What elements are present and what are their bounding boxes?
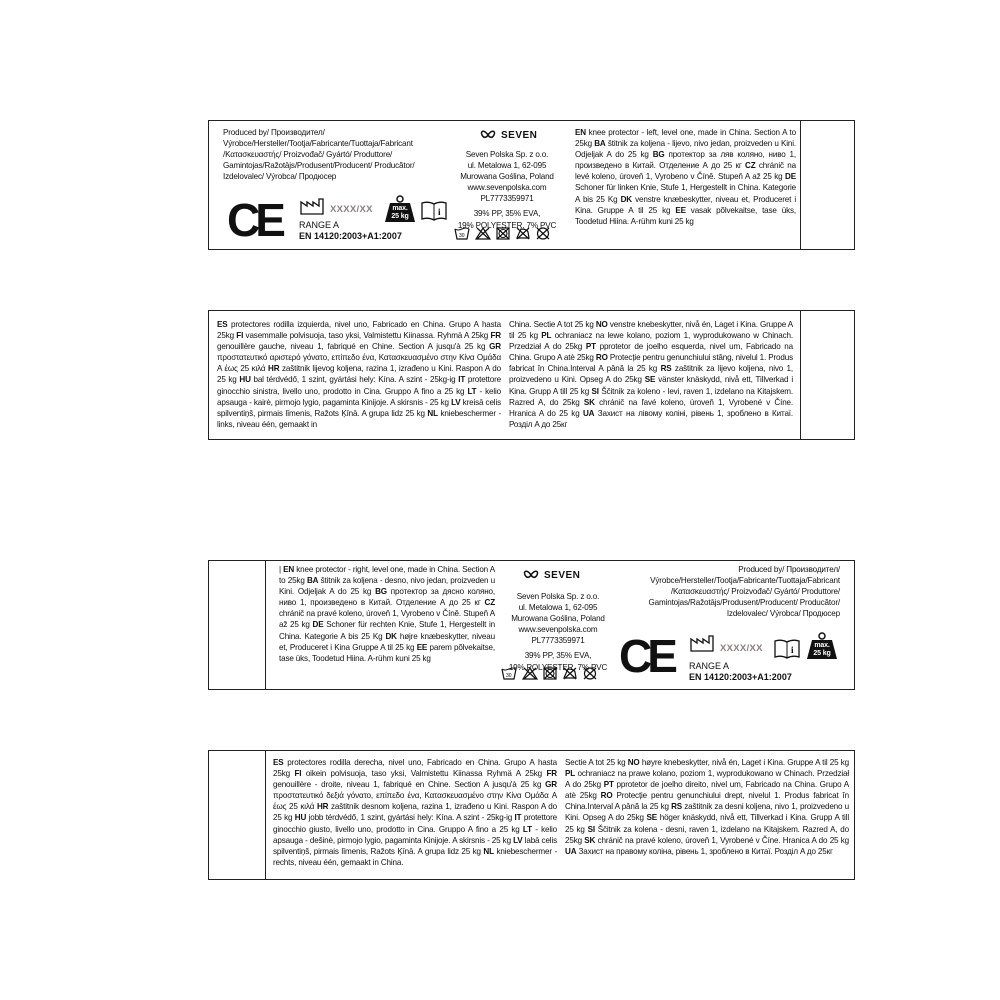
max-value: 25 kg — [391, 213, 409, 220]
composition-line: 39% PP, 35% EVA, — [473, 209, 541, 219]
seven-logo-icon — [479, 128, 497, 142]
composition-line: 19% POLYESTER, 7% PVC — [457, 220, 557, 230]
manufacturer-line: Gamintojas/Ražotājs/Produsent/Producent/ Producător/ — [648, 598, 840, 608]
manufacturer-block — [223, 127, 463, 182]
factory-date-icon — [689, 635, 717, 658]
care-icons — [501, 667, 597, 680]
no-tumble-dry-icon — [543, 667, 557, 680]
no-bleach-icon — [475, 227, 491, 240]
date-code: XXXX/XX — [720, 643, 763, 654]
en-language-text: EN knee protector - left, level one, made in China. Section A to 25kg BA štitnik za koljena - lijevo, nivo jedan, proizveden u Kini. Odjeljak A do 25 kg BG протектор за ляв коляно, ниво 1, произведено в Китай. Отделение А до 25 кг CZ chránič na levé koleno, úroveň 1, Vyrobeno v Číně. Stupeň A až 25 kg DE Schoner für linken Knie, Stufe 1, Hergestellt in China. Kategorie A bis 25 Kg DK venstre knæbeskytter, niveau et, Produceret i Kina. Gruppe A til 25 kg EE vasak põlvekaitse, tase üks, Toodetud Hiina. A-rühm kuni 25 kg — [575, 128, 797, 226]
svg-text:i: i — [438, 207, 441, 217]
en-language-text: | EN knee protector - right, level one, made in China. Section A to 25kg BA štitnik za koljena - desno, nivo jedan, proizveden u Kini. Odjeljak A do 25 kg BG протектор за дясно коляно, ниво 1, произведено в Китай. Отделение А до 25 кг CZ chránič na pravé koleno, úroveň 1, Vyrobeno v Číně. Stupeň A až 25 kg DE Schoner für rechten Knie, Stufe 1, Hergestellt in China. Kategorie A bis 25 Kg DK højre knæbeskytter, niveau et, Produceret i Kina Gruppe A til 25 kg EE parem põlvekaitse, tase üks, Toodetud Hiina. A-rühm kuni 25 kg — [279, 565, 495, 663]
company-line: www.sevenpolska.com — [518, 625, 598, 635]
company-line: Seven Polska Sp. z o.o. — [516, 592, 600, 601]
label-right-knee-back — [208, 750, 855, 880]
label-divider — [265, 751, 266, 879]
company-block — [493, 591, 623, 673]
svg-text:30: 30 — [506, 673, 512, 679]
company-line: PL7773359971 — [480, 194, 534, 204]
no-iron-icon — [562, 667, 578, 680]
seven-logo-icon — [522, 568, 540, 582]
ce-mark: CE — [619, 630, 673, 682]
manufacturer-line: /Κατασκευαστής/ Proizvođač/ Gyártó/ Produttore/ — [670, 587, 840, 597]
standard-label: EN 14120:2003+A1:2007 — [299, 231, 402, 241]
manufacturer-line: Izdelovalec/ Výrobca/ Продюсер — [726, 609, 840, 619]
wash-30-icon — [501, 667, 517, 680]
wash-30-icon — [454, 227, 470, 240]
label-divider — [800, 311, 801, 439]
company-line: Murowana Goślina, Poland — [511, 614, 605, 624]
max-weight-text — [384, 205, 416, 221]
max-value: 25 kg — [813, 650, 831, 657]
no-bleach-icon — [522, 667, 538, 680]
composition-line: 19% POLYESTER, 7% PVC — [508, 662, 608, 672]
company-line: Seven Polska Sp. z o.o. — [465, 150, 549, 159]
company-line: www.sevenpolska.com — [467, 183, 547, 193]
languages-col1: ES protectores rodilla derecha, nivel uno, Fabricado en China. Grupo A hasta 25kg FI oikein polvisuoja, taso yksi, Valmistettu Kiinassa Ryhmä A 25kg FR genouillère - droite, niveau 1, fabriqué en Chine. Section A jusqu'à 25 kg GR προστατευτικό δεξιά γόνατο, επίπεδο ένα, Κατασκευασμένο στην Κίνα Ομάδα A έως 25 κιλά HR zaštitnik desnom koljena, razina 1, izrađeno u Kini. Raspon A do 25 kg HU jobb térdvédő, 1 szint, gyártási hely: Kína. A szint - 25kg-ig IT protettore ginocchio giusto, livello uno, prodotto in Cina. Gruppo A fino a 25 kg LT - kelio apsauga - dešinė, pirmojo lygio, pagaminta Kinijoje. A skirsnis - 25 kg LV labā celis spilventiņš, pirmais līmenis, Ražots Ķīnā. A grupa lidz 25 kg NL kniebeschermer - rechts, niveau één, gemaakt in China. — [273, 758, 557, 867]
composition-line: 39% PP, 35% EVA, — [524, 651, 592, 661]
no-tumble-dry-icon — [496, 227, 510, 240]
languages-col1: ES protectores rodilla izquierda, nivel uno, Fabricado en China. Grupo A hasta 25kg FI vasemmalle polvisuoja, taso yksi, Valmistettu Kiinassa. Ryhmä A 25kg FR genouillère gauche, niveau 1, fabriqué en Chine. Section A jusqu'à 25 kg GR προστατευτικό αριστερό γόνατο, επίπεδο ένα, Κατασκευασμένο στην Κίνα Ομάδα A έως 25 κιλά HR zaštitnik lijevog koljena, razina 1, izrađeno u Kini. Raspon A do 25 kg HU bal térdvédő, 1 szint, gyártási hely: Kína. A szint - 25kg-ig IT protettore ginocchio sinistra, livello uno, prodotto in Cina. Gruppo A fino a 25 kg LT - kelio apsauga - kairė, pirmojo lygio, pagaminta Kinijoje. A skirsnis - 25 kg LV kreisā celis spilventiņš, pirmais līmenis, Ražots Ķīnā. A grupa lidz 25 kg NL kniebeschermer - links, niveau één, gemaakt in — [217, 320, 502, 429]
label-left-knee-front — [208, 120, 855, 250]
languages-col2: Sectie A tot 25 kg NO høyre knebeskytter, nivå én, Laget i Kina. Gruppe A til 25 kg PL ochraniacz na prawe kolano, poziom 1, wyprodukowano w Chinach. Przedział A do 25kg PT pprotetor de joelho direito, nivel um, Fabricado na China. Grupo A atè 25kg RO Protecție pentru genunchiului drept, nivelul 1. Produs fabricat în China.Interval A până la 25 kg RS zaštitnik za desni koljena, nivo 1, proizvedeno u Kini. Opseg A do 25kg SE höger knäskydd, nivå ett, Tillverkad i Kina. Grupp A till 25 kg SI Ščitnik za kolena - desni, raven 1, izdelano na Kitajskem. Razred A, do 25kg SK chránič na pravé koleno, úroveň 1, Vyrobené v Číne. Hranica A do 25 kg UA Захист на правому коліна, рівень 1, зроблено в Китаї. Розділ A до 25кг — [565, 758, 850, 856]
manufacturer-line: Produced by/ Производител/ — [738, 565, 840, 574]
range-label: RANGE A — [689, 661, 730, 671]
range-block — [299, 220, 402, 242]
label-left-knee-back — [208, 310, 855, 440]
manufacturer-line: Gamintojas/Ražotājs/Produsent/Producent/ Producător/ — [223, 161, 415, 171]
manufacturer-line: Výrobce/Hersteller/Tootja/Fabricante/Tuottaja/Fabricant — [223, 139, 413, 149]
company-block — [442, 149, 572, 231]
svg-text:i: i — [791, 645, 794, 655]
max-label: max. — [814, 642, 830, 649]
range-label: RANGE A — [299, 220, 340, 230]
label-divider — [265, 561, 266, 689]
range-block — [689, 661, 792, 683]
care-icons — [454, 227, 550, 240]
ce-mark: CE — [227, 194, 281, 246]
no-iron-icon — [515, 227, 531, 240]
brand-name: SEVEN — [544, 569, 581, 581]
max-weight-text — [806, 642, 838, 658]
brand-logo — [522, 568, 580, 582]
company-line: ul. Metalowa 1, 62-095 — [518, 603, 598, 613]
manufacturer-line: Výrobce/Hersteller/Tootja/Fabricante/Tuottaja/Fabricant — [650, 576, 840, 586]
manufacturer-block — [607, 564, 840, 619]
label-divider — [800, 121, 801, 249]
brand-logo — [479, 128, 537, 142]
standard-label: EN 14120:2003+A1:2007 — [689, 672, 792, 682]
factory-date-icon — [299, 198, 327, 221]
no-dry-clean-icon — [536, 227, 550, 240]
svg-text:30: 30 — [459, 233, 465, 239]
brand-name: SEVEN — [501, 129, 538, 141]
manufacturer-line: Produced by/ Производител/ — [223, 128, 325, 137]
no-dry-clean-icon — [583, 667, 597, 680]
company-line: ul. Metalowa 1, 62-095 — [467, 161, 547, 171]
manufacturer-line: Izdelovalec/ Výrobca/ Продюсер — [223, 172, 337, 182]
label-right-knee-front — [208, 560, 855, 690]
max-label: max. — [392, 205, 408, 212]
company-line: PL7773359971 — [531, 636, 585, 646]
date-code: XXXX/XX — [330, 204, 373, 215]
languages-col2: China. Sectie A tot 25 kg NO venstre knebeskytter, nivå én, Laget i Kina. Gruppe A til 25 kg PL ochraniacz na lewe kolano, poziom 1, wyprodukowano w Chinach. Przedział A do 25kg PT pprotetor de joelho esquerda, nivel um, Fabricado na China. Grupo A atè 25kg RO Protecție pentru genunchiului stâng, nivelul 1. Produs fabricat în China.Interval A până la 25 kg RS zaštitnik za lijevo koljena, nivo 1, proizvedeno u Kini. Opseg A do 25kg SE vänster knäskydd, nivå ett, Tillverkad i Kina. Grupp A till 25 kg SI Ščitnik za koleno - levi, raven 1, izdelano na Kitajskem. Razred A, do 25kg SK chránič na ľavé koleno, úroveň 1, Vyrobené v Číne. Hranica A do 25 kg UA Захист на лівому коліні, рівень 1, зроблено в Китаї. Розділ A до 25кг — [509, 320, 794, 429]
manufacturer-line: /Κατασκευαστής/ Proizvođač/ Gyártó/ Produttore/ — [223, 150, 393, 160]
company-line: Murowana Goślina, Poland — [460, 172, 554, 182]
